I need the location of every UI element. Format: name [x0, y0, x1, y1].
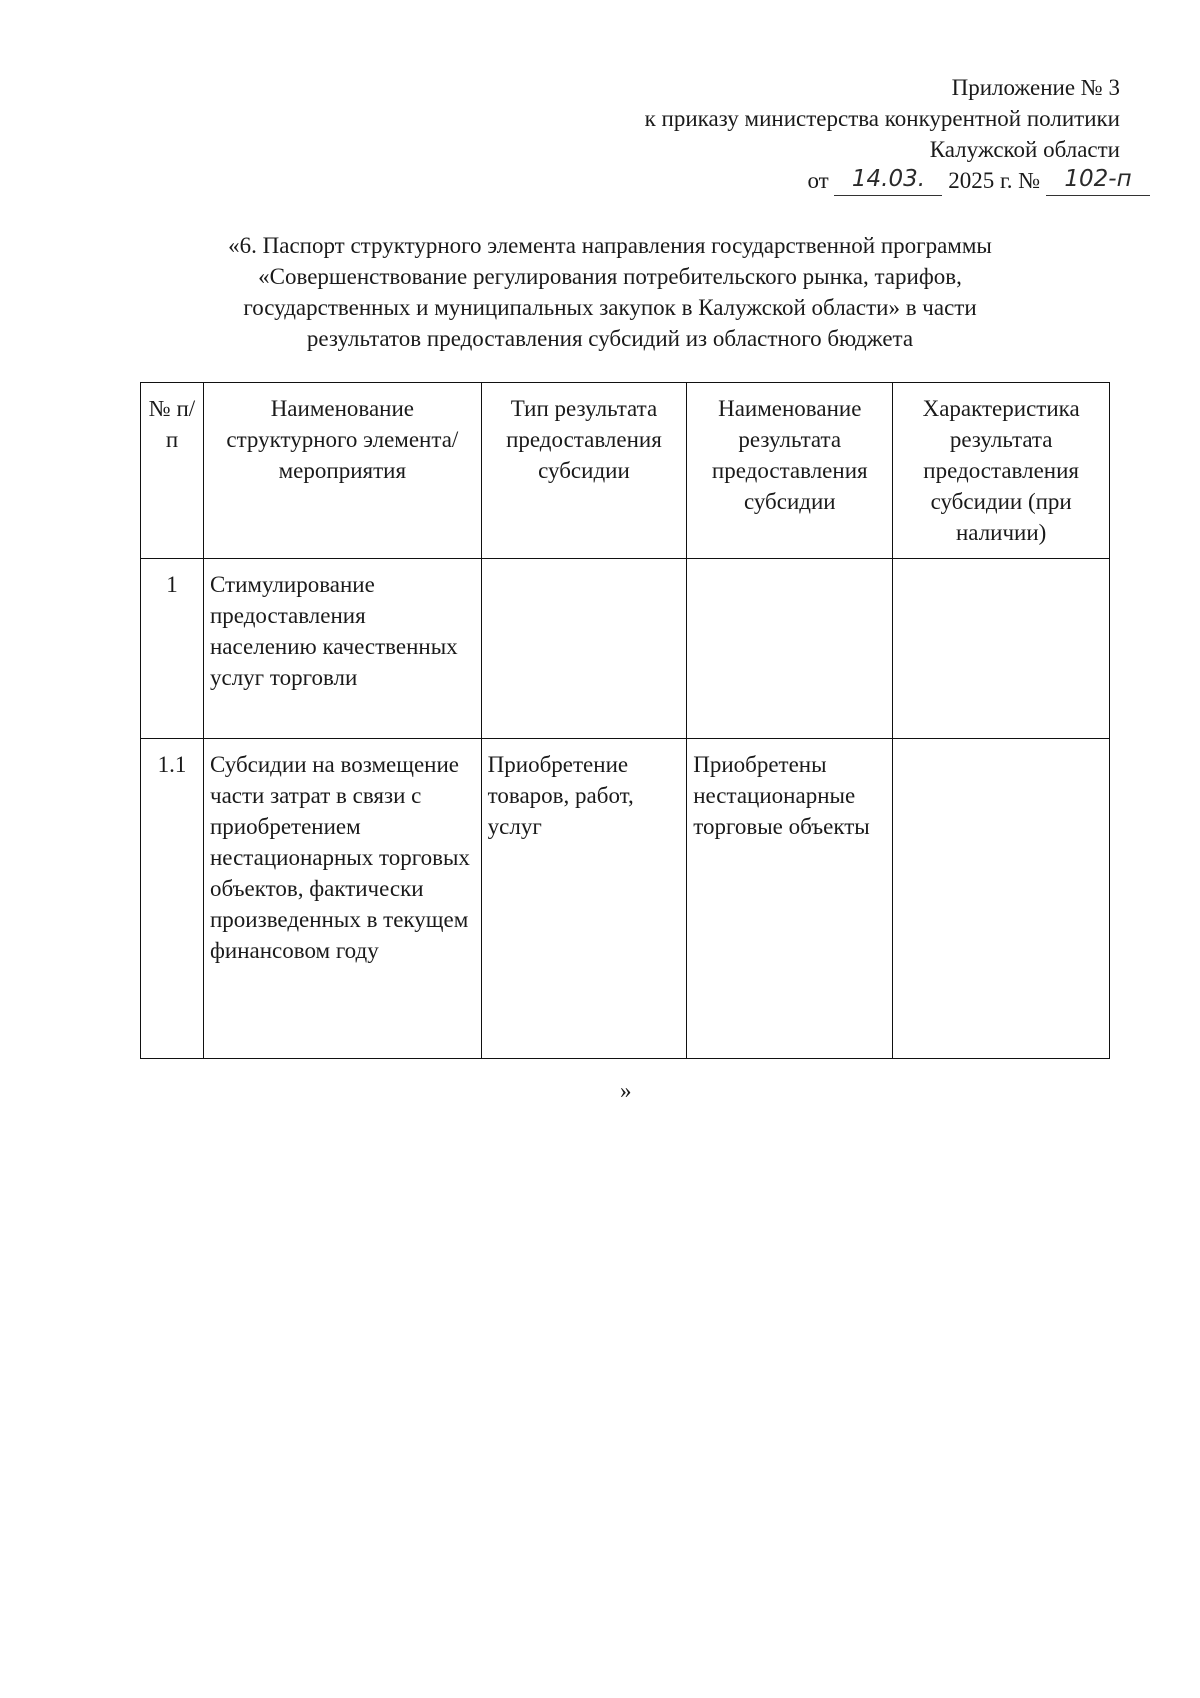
cell-element-name: Субсидии на возмещение части затрат в связи с приобретением нестационарных торговых объектов, фактически произведенных в текущем финансовом году [204, 739, 482, 1059]
handwritten-order-number: 102-п [1046, 164, 1150, 196]
date-prefix: от [807, 168, 829, 193]
document-title [160, 230, 1060, 354]
cell-result-type [481, 559, 687, 739]
cell-result-name: Приобретены нестационарные торговые объекты [687, 739, 893, 1059]
cell-number: 1.1 [141, 739, 204, 1059]
region-name: Калужской области [929, 137, 1120, 162]
header-cell-characteristic: Характеристика результата предоставления субсидии (при наличии) [893, 383, 1110, 559]
appendix-label: Приложение № 3 [951, 75, 1120, 100]
title-line: результатов предоставления субсидий из областного бюджета [306, 326, 914, 351]
document-header [644, 72, 1132, 198]
title-line: «6. Паспорт структурного элемента направления государственной программы [228, 233, 992, 258]
table-row [141, 559, 1110, 739]
header-cell-number: № п/п [141, 383, 204, 559]
header-cell-element-name: Наименование структурного элемента/мероприятия [204, 383, 482, 559]
handwritten-date: 14.03. [834, 164, 942, 196]
passport-table [140, 382, 1110, 1059]
table-row [141, 739, 1110, 1059]
title-line: государственных и муниципальных закупок в Калужской области» в части [243, 295, 977, 320]
header-cell-result-type: Тип результата предоставления субсидии [481, 383, 687, 559]
cell-characteristic [893, 739, 1110, 1059]
header-cell-result-name: Наименование результата предоставления субсидии [687, 383, 893, 559]
title-line: «Совершенствование регулирования потребительского рынка, тарифов, [258, 264, 962, 289]
order-date-line [807, 165, 1132, 198]
cell-result-name [687, 559, 893, 739]
cell-number: 1 [141, 559, 204, 739]
table-header-row [141, 383, 1110, 559]
cell-characteristic [893, 559, 1110, 739]
year-number-label: 2025 г. № [948, 168, 1041, 193]
order-reference: к приказу министерства конкурентной политики [644, 106, 1120, 131]
cell-result-type: Приобретение товаров, работ, услуг [481, 739, 687, 1059]
closing-quote-mark: » [620, 1078, 632, 1103]
cell-element-name: Стимулирование предоставления населению качественных услуг торговли [204, 559, 482, 739]
